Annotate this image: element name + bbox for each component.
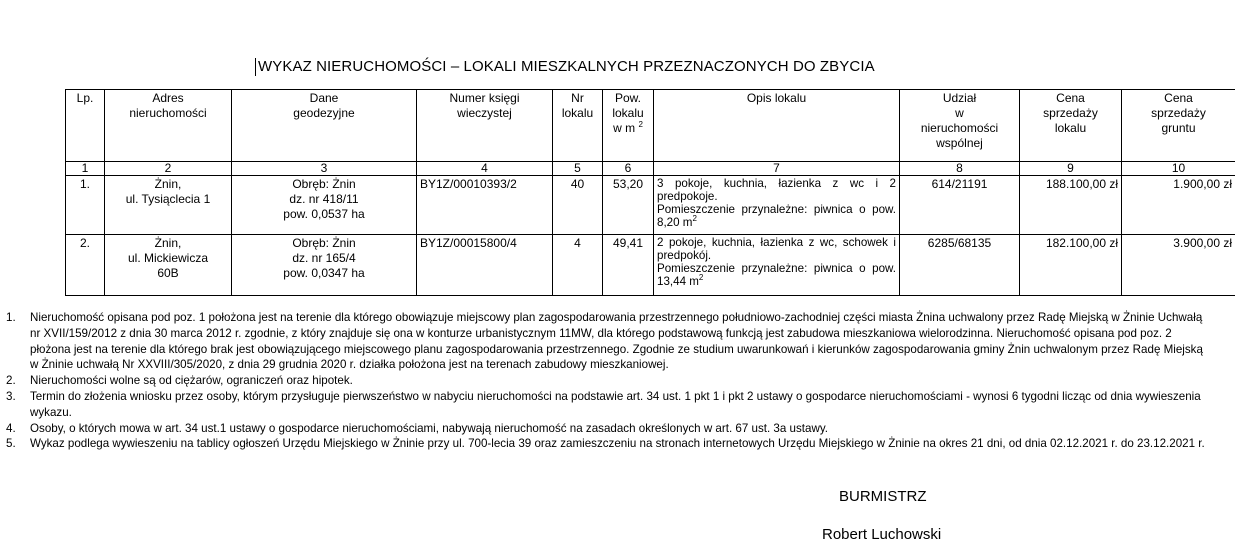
header-description: Opis lokalu: [654, 90, 900, 162]
row-address: Żnin, ul. Mickiewicza 60B: [105, 235, 232, 296]
header-lp: Lp.: [66, 90, 105, 162]
list-item: [0, 389, 1210, 421]
column-number: 6: [603, 162, 654, 176]
column-number: 2: [105, 162, 232, 176]
row-share: 6285/68135: [900, 235, 1020, 296]
header-land-price: Cena sprzedaży gruntu: [1122, 90, 1235, 162]
row-address: Żnin, ul. Tysiąclecia 1: [105, 176, 232, 235]
note-number: 5.: [6, 437, 16, 451]
header-unit-area: Pow. lokalu w m $^2$: [603, 90, 654, 162]
note-number: 1.: [6, 311, 16, 324]
list-item: [0, 436, 1210, 452]
row-geodetic-data: Obręb: Żnin dz. nr 418/11 pow. 0,0537 ha: [232, 176, 417, 235]
note-number: 4.: [6, 421, 16, 435]
row-land-price: 1.900,00 zł: [1122, 176, 1235, 235]
note-text: Nieruchomości wolne są od ciężarów, ograniczeń oraz hipotek.: [30, 374, 353, 388]
row-land-register: BY1Z/00015800/4: [417, 235, 553, 296]
property-table: [65, 89, 1235, 296]
notes-list: [0, 310, 1210, 452]
row-unit-number: 4: [553, 235, 603, 296]
column-number: 8: [900, 162, 1020, 176]
table-row: [66, 235, 1235, 296]
header-unit-number: Nr lokalu: [553, 90, 603, 162]
column-number: 4: [417, 162, 553, 176]
row-land-price: 3.900,00 zł: [1122, 235, 1235, 296]
row-description: 2 pokoje, kuchnia, łazienka z wc, schowek i predpokój. Pomieszczenie przynależne: piwnica o pow. 13,44 $m^2$: [654, 235, 900, 296]
list-item: [0, 310, 1210, 373]
row-unit-price: 182.100,00 zł: [1020, 235, 1122, 296]
note-text: Wykaz podlega wywieszeniu na tablicy ogłoszeń Urzędu Miejskiego w Żninie przy ul. 700-lecia 39 oraz zamieszczeniu na stronach internetowych Urzędu Miejskiego w Żninie na okres 21 dni, od dnia 02.12.2021 r. do 23.12.2021 r.: [30, 437, 1205, 451]
column-number: 1: [66, 162, 105, 176]
list-item: [0, 421, 1210, 437]
row-unit-number: 40: [553, 176, 603, 235]
row-unit-price: 188.100,00 zł: [1020, 176, 1122, 235]
column-number-row: [66, 162, 1235, 176]
column-number: 3: [232, 162, 417, 176]
column-number: 7: [654, 162, 900, 176]
note-text: Termin do złożenia wniosku przez osoby, którym przysługuje pierwszeństwo w nabyciu nieruchomości na podstawie art. 34 ust. 1 pkt 1 i pkt 2 ustawy o gospodarce nieruchomościami - wynosi 6 tygodni licząc od dnia wywieszenia wykazu.: [30, 389, 1201, 419]
header-land-register: Numer księgi wieczystej: [417, 90, 553, 162]
signature-role: BURMISTRZ: [839, 488, 927, 505]
row-lp: 2.: [66, 235, 105, 296]
row-unit-area: 49,41: [603, 235, 654, 296]
note-text: Nieruchomość opisana pod poz. 1 położona jest na terenie dla którego obowiązuje miejscowy plan zagospodarowania przestrzennego południowo-zachodniej części miasta Żnina uchwalony przez Radę Miejską w Żninie Uchwałą nr XVII/159/2012 z dnia 30 marca 2012 r. zgodnie, z który znajduje się ona w konturze urbanistycznym 11MW, dla którego podstawową funkcją jest zabudowa mieszkaniowa wielorodzinna. Nieruchomość opisana pod poz. 2 płożona jest na terenie dla którego brak jest obowiązującego miejscowego planu zagospodarowania przestrzennego. Zgodnie ze studium uwarunkowań i kierunków zagospodarowania gminy Żnin uchwalonym przez Radę Miejską w Żninie uchwałą Nr XXVIII/305/2020, z dnia 29 grudnia 2020 r. działka położona jest na terenach zabudowy mieszkaniowej.: [30, 311, 1203, 372]
document-title: WYKAZ NIERUCHOMOŚCI – LOKALI MIESZKALNYCH PRZEZNACZONYCH DO ZBYCIA: [255, 58, 978, 76]
column-number: 5: [553, 162, 603, 176]
note-number: 3.: [6, 389, 16, 403]
header-address: Adres nieruchomości: [105, 90, 232, 162]
column-number: 10: [1122, 162, 1235, 176]
note-number: 2.: [6, 374, 16, 388]
table-row: [66, 176, 1235, 235]
signature-name: Robert Luchowski: [822, 526, 942, 543]
note-text: Osoby, o których mowa w art. 34 ust.1 ustawy o gospodarce nieruchomościami, nabywają nieruchomość na zasadach określonych w art. 67 ust. 3a ustawy.: [30, 421, 828, 435]
column-number: 9: [1020, 162, 1122, 176]
row-geodetic-data: Obręb: Żnin dz. nr 165/4 pow. 0,0347 ha: [232, 235, 417, 296]
row-land-register: BY1Z/00010393/2: [417, 176, 553, 235]
row-unit-area: 53,20: [603, 176, 654, 235]
row-lp: 1.: [66, 176, 105, 235]
table-header-row: [66, 90, 1235, 162]
row-share: 614/21191: [900, 176, 1020, 235]
header-share: Udział w nieruchomości wspólnej: [900, 90, 1020, 162]
header-unit-price: Cena sprzedaży lokalu: [1020, 90, 1122, 162]
list-item: [0, 373, 1210, 389]
header-geodetic-data: Dane geodezyjne: [232, 90, 417, 162]
row-description: 3 pokoje, kuchnia, łazienka z wc i 2 predpokoje. Pomieszczenie przynależne: piwnica o pow. 8,20 $m^2$: [654, 176, 900, 235]
